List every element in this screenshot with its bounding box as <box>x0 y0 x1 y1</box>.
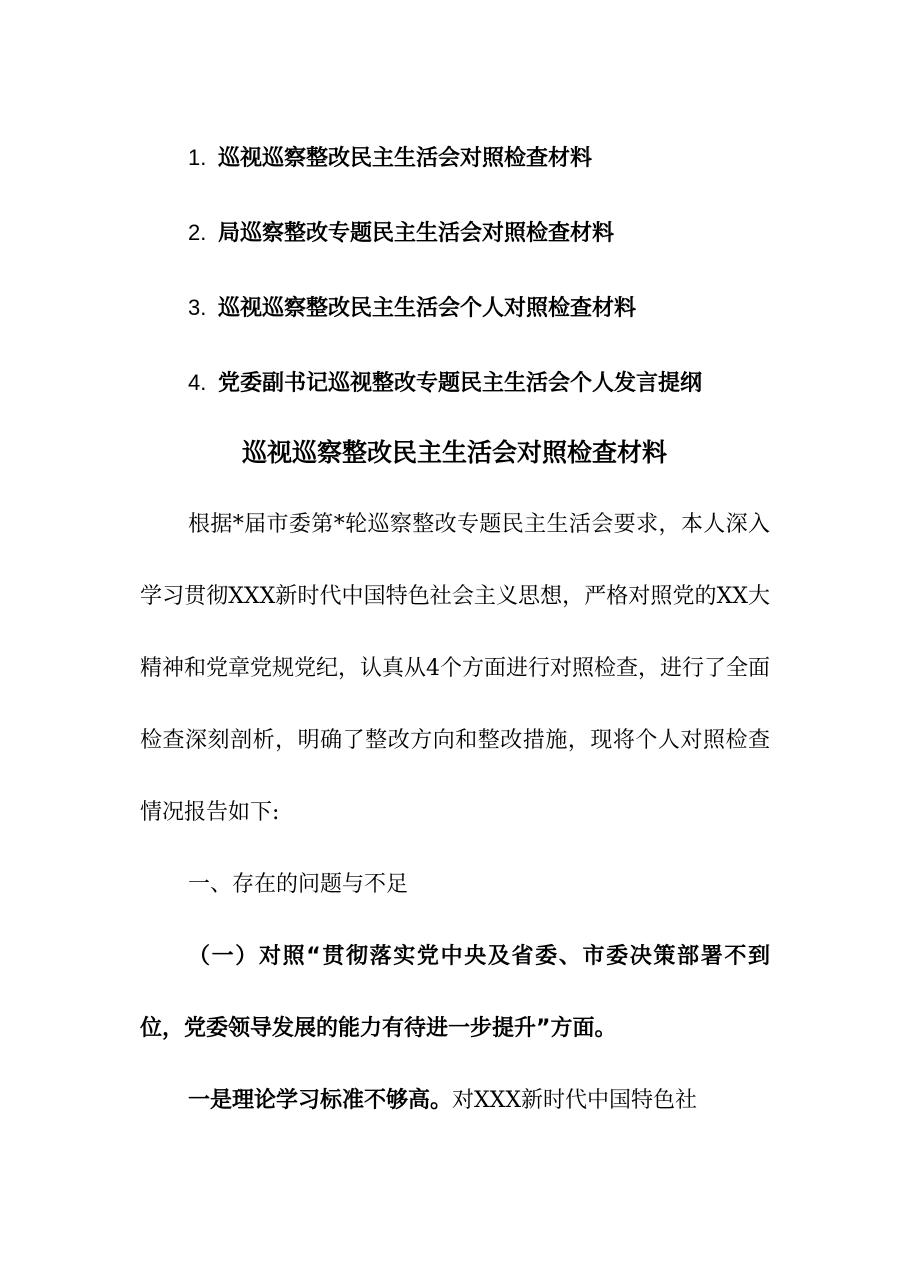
toc-item-text: 巡视巡察整改民主生活会对照检查材料 <box>218 146 593 171</box>
toc-item-text: 局巡察整改专题民主生活会对照检查材料 <box>218 221 615 246</box>
toc-item-number: 3. <box>188 295 207 320</box>
toc-item-text: 巡视巡察整改民主生活会个人对照检查材料 <box>218 296 637 321</box>
point-paragraph <box>140 1065 770 1137</box>
toc-item-text: 党委副书记巡视整改专题民主生活会个人发言提纲 <box>218 371 703 396</box>
toc-item <box>188 140 828 215</box>
section-heading: 一、存在的问题与不足 <box>188 872 409 897</box>
toc-item-number: 4. <box>188 370 207 395</box>
toc-item-number: 1. <box>188 145 207 170</box>
toc-item-number: 2. <box>188 220 207 245</box>
point-lead: 一是理论学习标准不够高。 <box>188 1088 453 1113</box>
toc-item <box>188 365 828 440</box>
document-title: 巡视巡察整改民主生活会对照检查材料 <box>241 438 667 467</box>
table-of-contents <box>188 140 828 440</box>
point-text: 对XXX新时代中国特色社 <box>452 1088 698 1113</box>
toc-item <box>188 290 828 365</box>
subsection-heading: （一）对照“贯彻落实党中央及省委、市委决策部署不到位，党委领导发展的能力有待进一步提升”方面。 <box>140 944 770 1041</box>
document-body <box>140 489 770 1137</box>
intro-paragraph: 根据*届市委第*轮巡察整改专题民主生活会要求，本人深入学习贯彻XXX新时代中国特色社会主义思想，严格对照党的XX大精神和党章党规党纪，认真从4个方面进行对照检查，进行了全面检查深刻剖析，明确了整改方向和整改措施，现将个人对照检查情况报告如下: <box>140 512 770 825</box>
toc-item <box>188 215 828 290</box>
